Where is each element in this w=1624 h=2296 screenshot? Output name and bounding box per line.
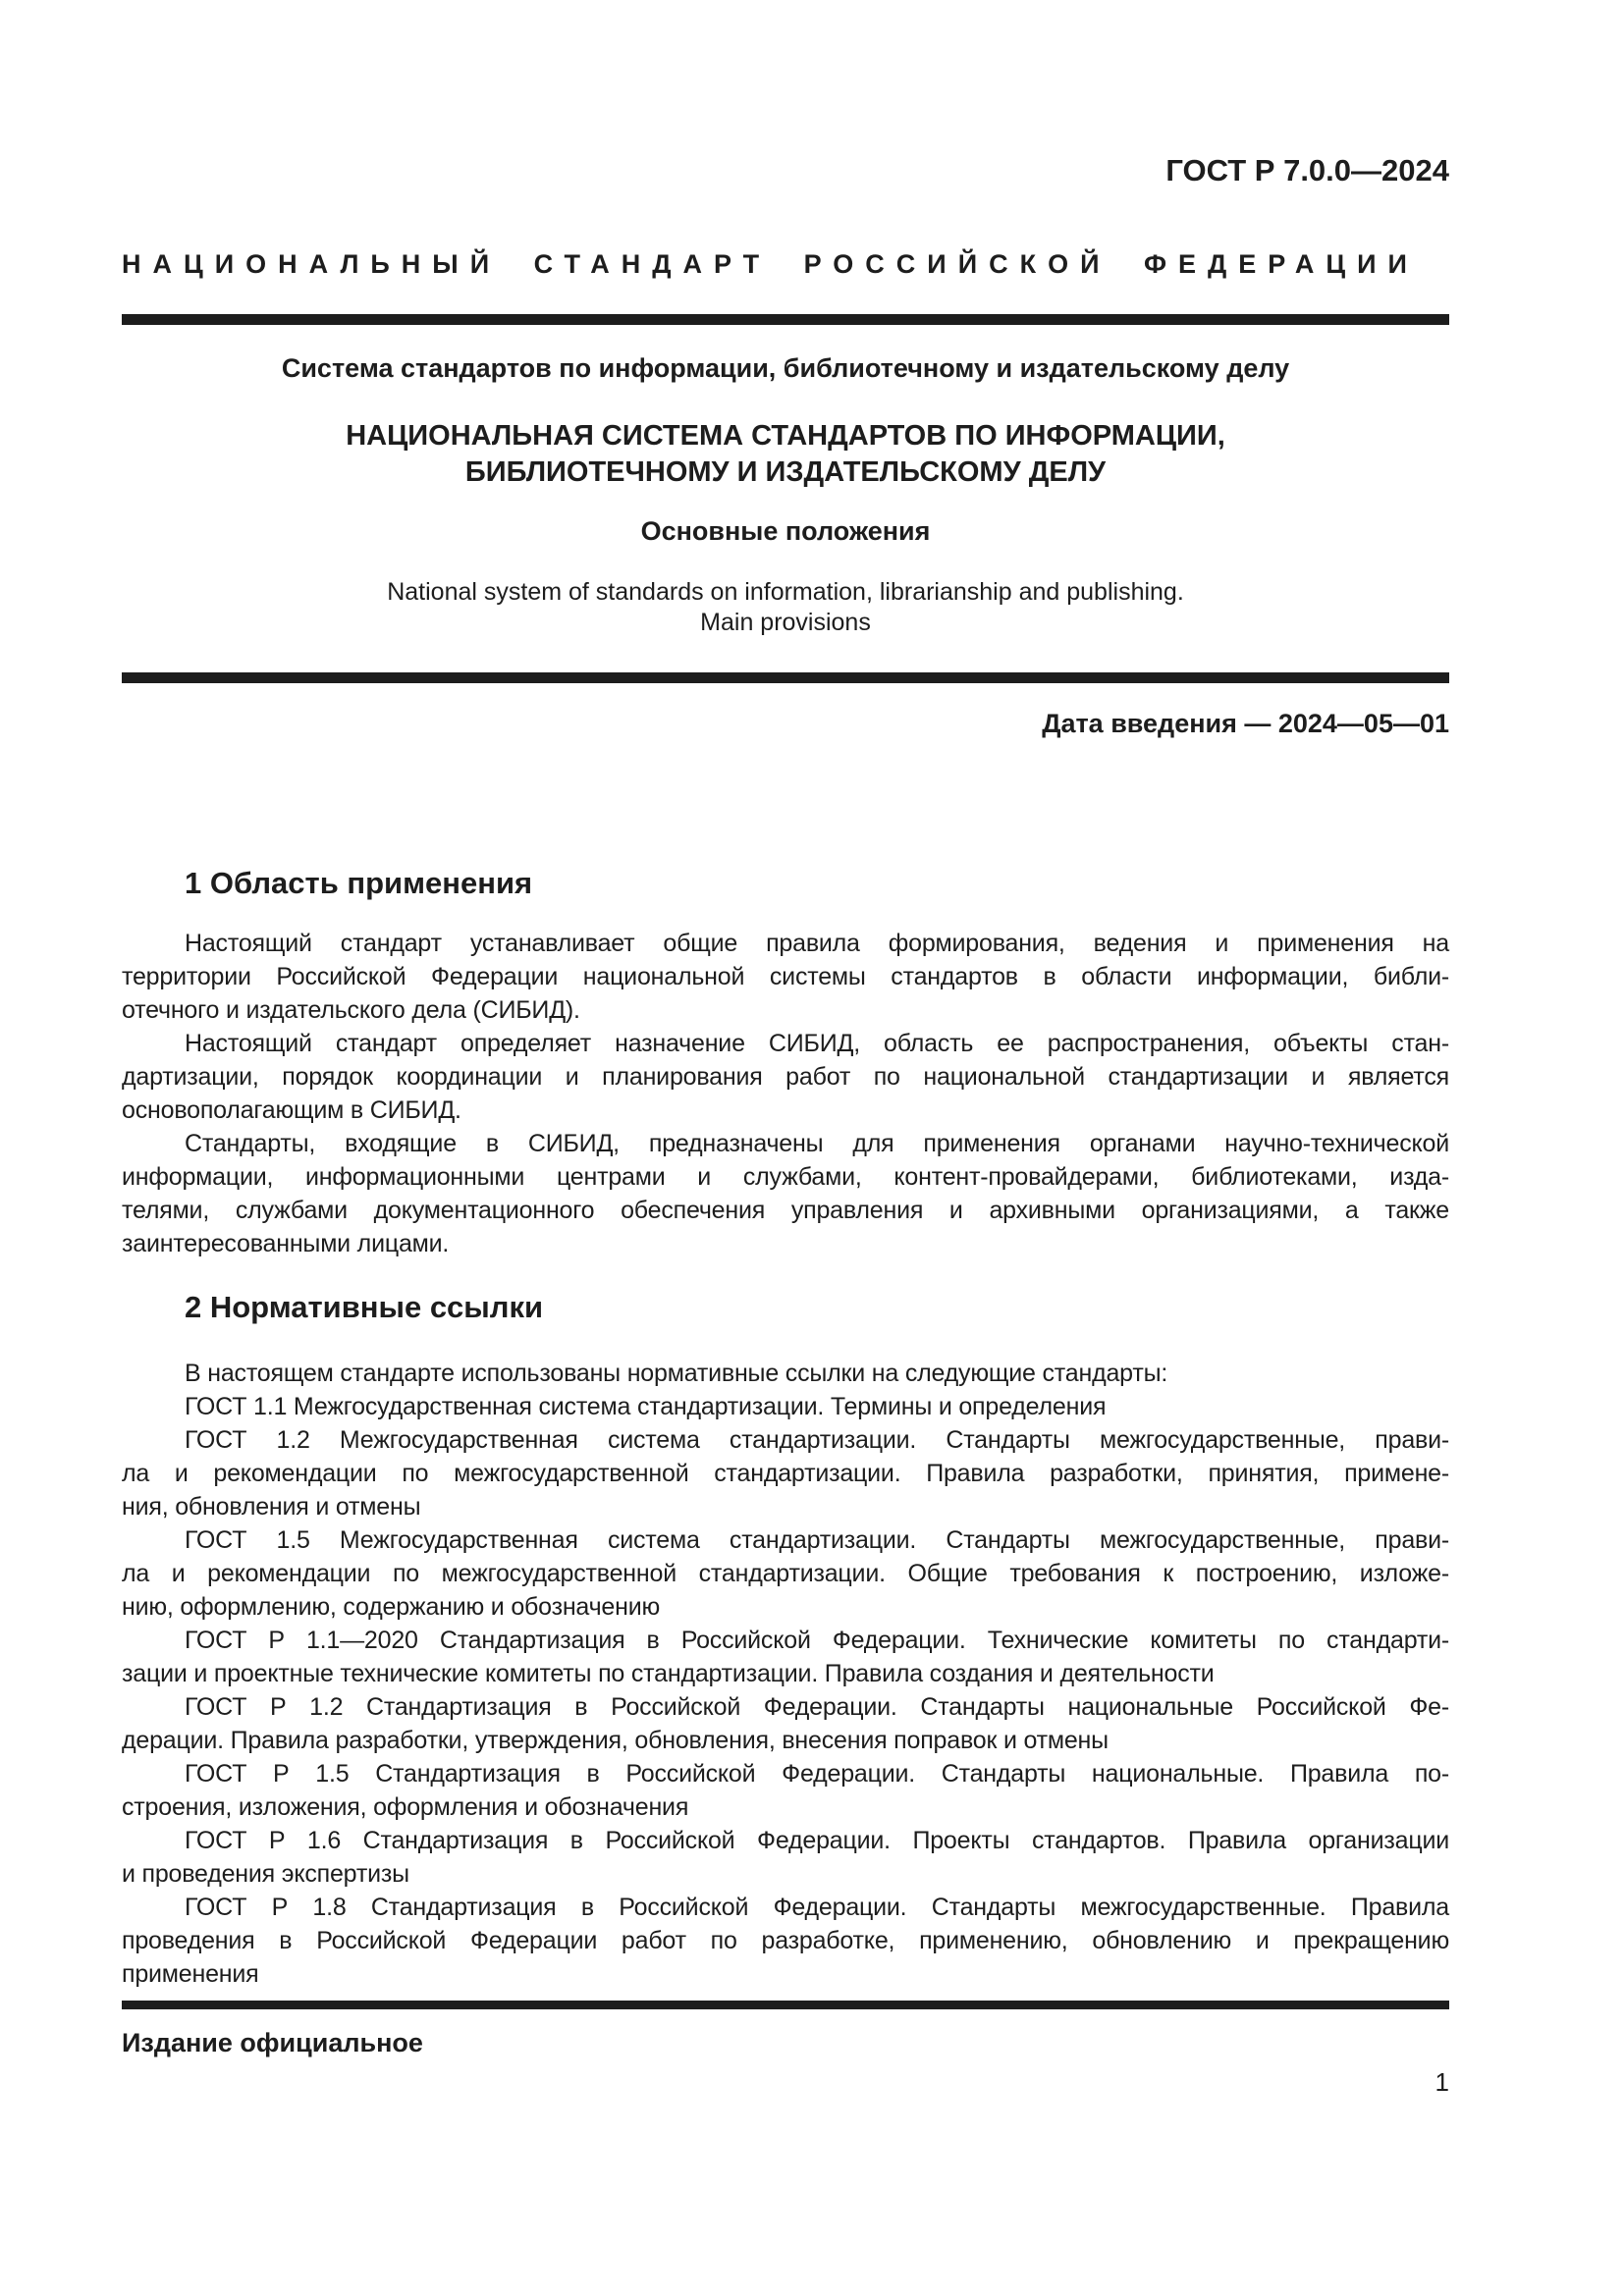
section-1-heading: 1 Область применения <box>185 866 533 900</box>
body-line: применения <box>122 1960 259 1988</box>
title-english <box>122 577 1449 638</box>
body-line: заинтересованными лицами. <box>122 1230 450 1257</box>
body-line: ла и рекомендации по межгосударственной стандартизации. Общие требования к построению, изложе- <box>122 1560 1449 1587</box>
body-line: проведения в Российской Федерации работ по разработке, применению, обновлению и прекращению <box>122 1927 1449 1954</box>
title-system-line: Система стандартов по информации, библиотечному и издательскому делу <box>281 353 1290 383</box>
body-line: ния, обновления и отмены <box>122 1493 421 1521</box>
horizontal-rule-footer <box>122 2001 1449 2009</box>
section-2-heading: 2 Нормативные ссылки <box>185 1290 544 1324</box>
body-line: ГОСТ Р 1.5 Стандартизация в Российской Федерации. Стандарты национальные. Правила по- <box>185 1760 1449 1788</box>
title-main-line-1: НАЦИОНАЛЬНАЯ СИСТЕМА СТАНДАРТОВ ПО ИНФОРМАЦИИ, <box>346 420 1225 452</box>
body-line: дерации. Правила разработки, утверждения, обновления, внесения поправок и отмены <box>122 1727 1109 1754</box>
body-line: и проведения экспертизы <box>122 1860 409 1888</box>
horizontal-rule-middle <box>122 672 1449 683</box>
section-2-body <box>122 1357 1449 1991</box>
body-line: телями, службами документационного обеспечения управления и архивными организациями, а также <box>122 1197 1449 1224</box>
page-number: 1 <box>1435 2067 1449 2097</box>
body-line: ГОСТ 1.2 Межгосударственная система стандартизации. Стандарты межгосударственные, прави- <box>185 1426 1449 1454</box>
body-line: ГОСТ Р 1.8 Стандартизация в Российской Федерации. Стандарты межгосударственные. Правила <box>185 1894 1449 1921</box>
body-line: ГОСТ 1.1 Межгосударственная система стандартизации. Термины и определения <box>185 1393 1107 1420</box>
edition-note: Издание официальное <box>122 2028 423 2057</box>
body-line: зации и проектные технические комитеты по стандартизации. Правила создания и деятельности <box>122 1660 1215 1687</box>
body-line: информации, информационными центрами и службами, контент-провайдерами, библиотеками, изда- <box>122 1163 1449 1191</box>
body-line: ГОСТ Р 1.6 Стандартизация в Российской Федерации. Проекты стандартов. Правила организации <box>185 1827 1449 1854</box>
title-main-line-2: БИБЛИОТЕЧНОМУ И ИЗДАТЕЛЬСКОМУ ДЕЛУ <box>464 456 1107 488</box>
body-line: территории Российской Федерации национальной системы стандартов в области информации, библи- <box>122 963 1449 990</box>
body-line: строения, изложения, оформления и обозначения <box>122 1793 689 1821</box>
horizontal-rule-top <box>122 314 1449 325</box>
body-line: Настоящий стандарт устанавливает общие правила формирования, ведения и применения на <box>185 930 1449 957</box>
body-line: нию, оформлению, содержанию и обозначению <box>122 1593 661 1621</box>
standard-banner: НАЦИОНАЛЬНЫЙ СТАНДАРТ РОССИЙСКОЙ ФЕДЕРАЦИИ <box>122 249 1419 279</box>
body-line: ГОСТ 1.5 Межгосударственная система стандартизации. Стандарты межгосударственные, прави- <box>185 1526 1449 1554</box>
body-line: ГОСТ Р 1.1—2020 Стандартизация в Российской Федерации. Технические комитеты по стандарти- <box>185 1627 1449 1654</box>
title-main <box>122 418 1449 491</box>
body-line: В настоящем стандарте использованы нормативные ссылки на следующие стандарты: <box>185 1360 1168 1387</box>
body-line: ла и рекомендации по межгосударственной стандартизации. Правила разработки, принятия, примене- <box>122 1460 1449 1487</box>
title-english-line-1: National system of standards on information, librarianship and publishing. <box>387 578 1184 606</box>
body-line: Стандарты, входящие в СИБИД, предназначены для применения органами научно-технической <box>185 1130 1449 1157</box>
title-subtitle: Основные положения <box>640 516 931 546</box>
doc-code: ГОСТ Р 7.0.0—2024 <box>1165 153 1449 187</box>
body-line: Настоящий стандарт определяет назначение СИБИД, область ее распространения, объекты стан- <box>185 1030 1449 1057</box>
body-line: основополагающим в СИБИД. <box>122 1096 461 1124</box>
section-1-body <box>122 927 1449 1260</box>
title-english-line-2: Main provisions <box>700 609 871 636</box>
introduction-date: Дата введения — 2024—05—01 <box>1042 709 1449 738</box>
body-line: дартизации, порядок координации и планирования работ по национальной стандартизации и является <box>122 1063 1449 1091</box>
body-line: отечного и издательского дела (СИБИД). <box>122 996 580 1024</box>
body-line: ГОСТ Р 1.2 Стандартизация в Российской Федерации. Стандарты национальные Российской Фе- <box>185 1693 1449 1721</box>
